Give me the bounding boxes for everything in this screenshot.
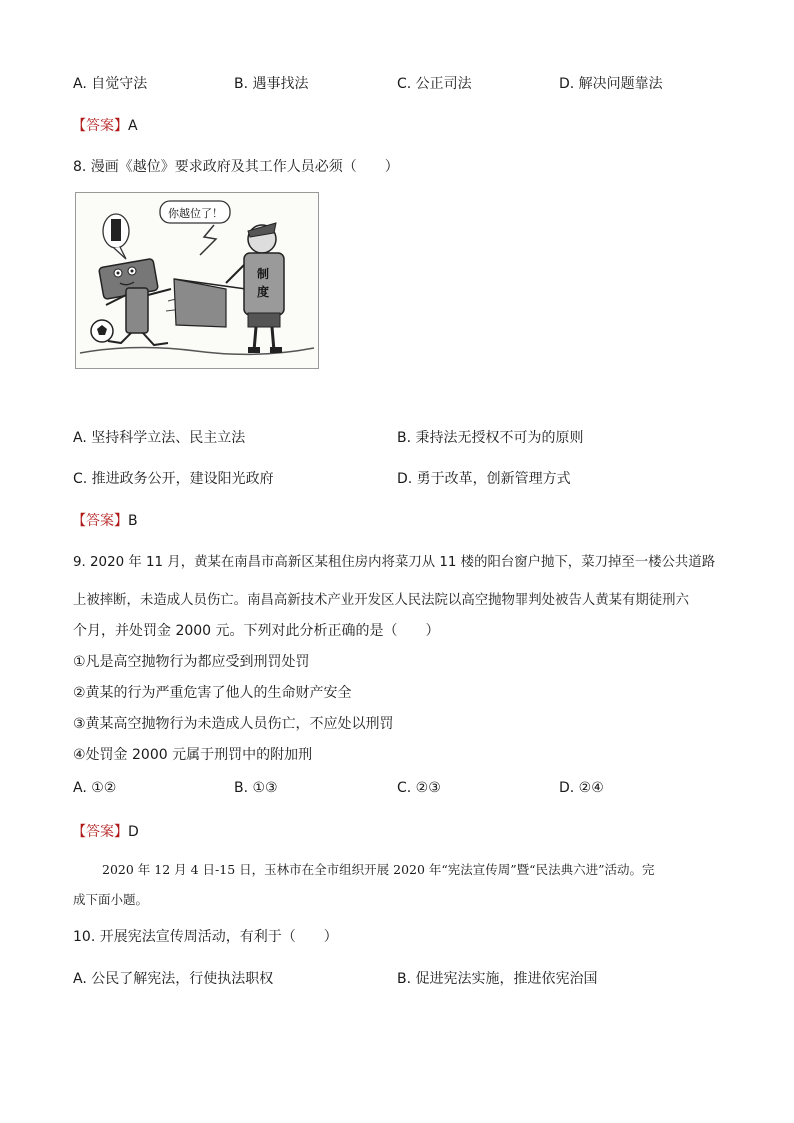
- cartoon-shirt-text-2: 度: [257, 285, 270, 299]
- q9-stem-line-3: 个月，并处罚金 2000 元。下列对此分析正确的是（ ）: [73, 623, 440, 639]
- q8-option-c: C. 推进政务公开，建设阳光政府: [73, 471, 274, 487]
- q9-stem-line-1: 9. 2020 年 11 月，黄某在南昌市高新区某租住房内将菜刀从 11 楼的阳台窗户抛下，菜刀掉至一楼公共道路: [73, 555, 716, 570]
- q9-item-3: ③黄某高空抛物行为未造成人员伤亡，不应处以刑罚: [73, 716, 394, 732]
- q8-cartoon-image: [75, 192, 319, 369]
- answer-value: A: [128, 118, 138, 134]
- q7-option-a: A. 自觉守法: [73, 76, 148, 92]
- q9-option-c: C. ②③: [397, 780, 441, 796]
- q9-stem-line-2: 上被摔断，未造成人员伤亡。南昌高新技术产业开发区人民法院以高空抛物罪判处被告人黄某有期徒刑六: [73, 593, 689, 608]
- q9-option-a: A. ①②: [73, 780, 117, 796]
- q8-option-a: A. 坚持科学立法、民主立法: [73, 430, 246, 446]
- q7-option-b: B. 遇事找法: [234, 76, 309, 92]
- q8-stem: 8. 漫画《越位》要求政府及其工作人员必须（ ）: [73, 159, 399, 175]
- cartoon-speech-text: 你越位了！: [168, 207, 223, 220]
- answer-label: 【答案】: [72, 118, 128, 134]
- q9-item-1: ①凡是高空抛物行为都应受到刑罚处罚: [73, 654, 310, 670]
- q7-option-c: C. 公正司法: [397, 76, 472, 92]
- answer-value: D: [128, 824, 139, 840]
- q8-answer: [72, 510, 138, 530]
- q9-option-d: D. ②④: [559, 780, 604, 796]
- q7-option-d: D. 解决问题靠法: [559, 76, 663, 92]
- q9-answer: [72, 821, 139, 841]
- q9-item-4: ④处罚金 2000 元属于刑罚中的附加刑: [73, 747, 313, 763]
- q10-option-b: B. 促进宪法实施，推进依宪治国: [397, 971, 598, 987]
- material-line-2: 成下面小题。: [73, 892, 149, 907]
- material-line-1: 2020 年 12 月 4 日-15 日，玉林市在全市组织开展 2020 年“宪法宣传周”暨“民法典六进”活动。完: [102, 862, 655, 877]
- q8-option-b: B. 秉持法无授权不可为的原则: [397, 430, 584, 446]
- answer-label: 【答案】: [72, 513, 128, 529]
- q9-item-2: ②黄某的行为严重危害了他人的生命财产安全: [73, 685, 352, 701]
- answer-label: 【答案】: [72, 824, 128, 840]
- q9-option-b: B. ①③: [234, 780, 278, 796]
- cartoon-shirt-text-1: 制: [257, 267, 270, 281]
- answer-value: B: [128, 513, 138, 529]
- q8-option-d: D. 勇于改革，创新管理方式: [397, 471, 571, 487]
- q10-stem: 10. 开展宪法宣传周活动，有利于（ ）: [73, 929, 338, 945]
- q10-option-a: A. 公民了解宪法，行使执法职权: [73, 971, 274, 987]
- q7-answer: [72, 115, 138, 135]
